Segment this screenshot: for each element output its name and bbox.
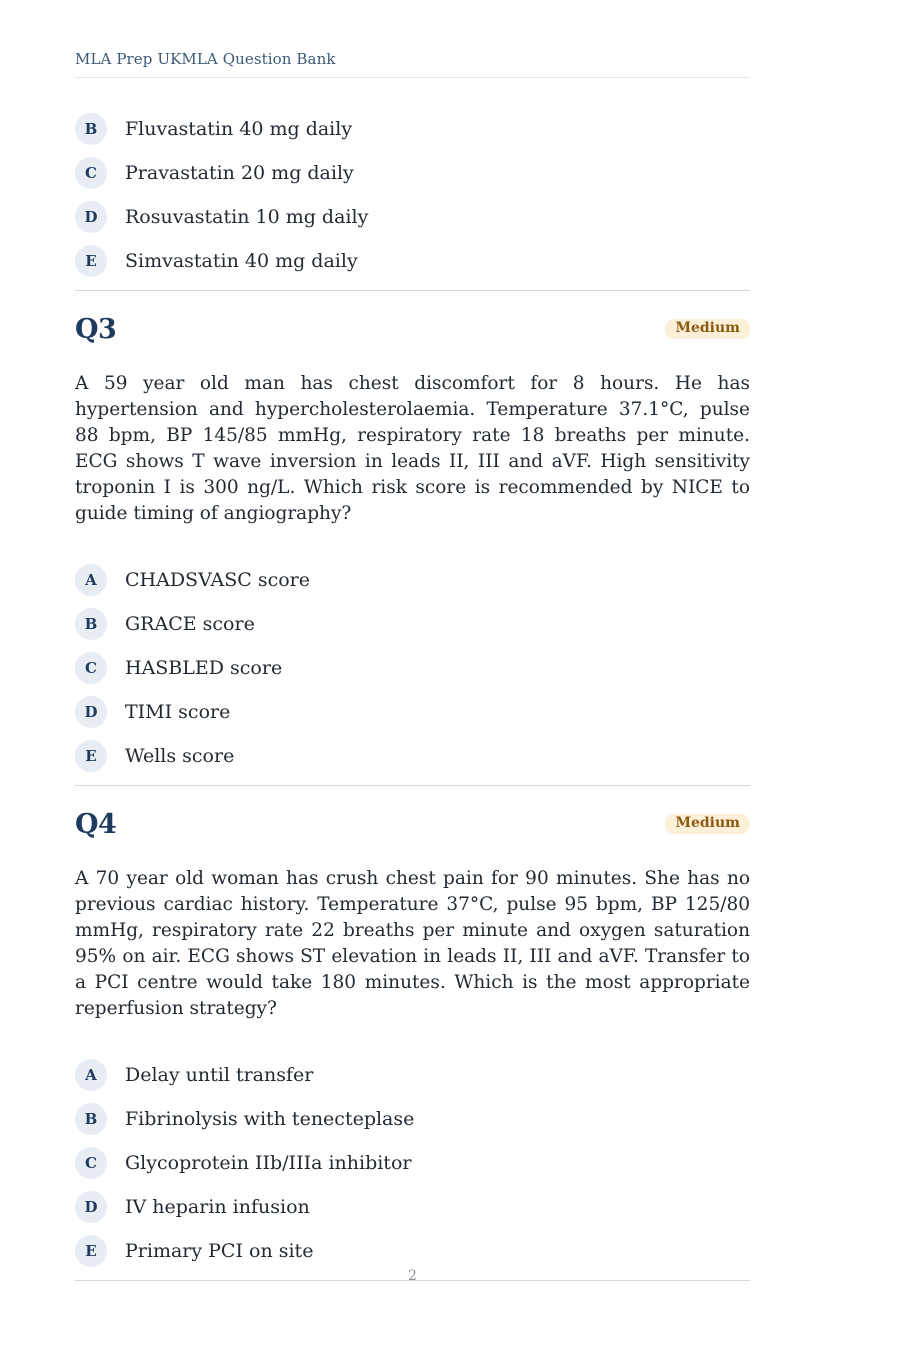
answer-option-a[interactable]: [75, 558, 750, 602]
option-text: Fluvastatin 40 mg daily: [125, 118, 353, 140]
option-text: Primary PCI on site: [125, 1240, 314, 1262]
question-number: Q3: [75, 313, 117, 345]
option-letter: E: [75, 1235, 107, 1267]
difficulty-badge: Medium: [665, 814, 750, 834]
answer-options: [75, 1053, 750, 1273]
question-header: [75, 804, 750, 844]
option-text: Pravastatin 20 mg daily: [125, 162, 354, 184]
question-q4: [75, 804, 750, 1281]
answer-option-b[interactable]: [75, 107, 750, 151]
answer-option-b[interactable]: [75, 602, 750, 646]
option-text: IV heparin infusion: [125, 1196, 310, 1218]
divider: [75, 290, 750, 291]
option-letter: B: [75, 608, 107, 640]
option-text: Wells score: [125, 745, 235, 767]
q2-options: [75, 107, 750, 283]
option-text: GRACE score: [125, 613, 255, 635]
option-letter: E: [75, 245, 107, 277]
answer-option-e[interactable]: [75, 734, 750, 778]
option-letter: D: [75, 1191, 107, 1223]
option-letter: B: [75, 113, 107, 145]
option-text: Rosuvastatin 10 mg daily: [125, 206, 369, 228]
answer-options: [75, 558, 750, 778]
page-content: [75, 107, 750, 1281]
option-text: Simvastatin 40 mg daily: [125, 250, 358, 272]
answer-option-c[interactable]: [75, 646, 750, 690]
answer-option-d[interactable]: [75, 690, 750, 734]
option-text: HASBLED score: [125, 657, 283, 679]
option-letter: B: [75, 1103, 107, 1135]
answer-option-d[interactable]: [75, 1185, 750, 1229]
divider: [75, 785, 750, 786]
page-header: [75, 49, 750, 78]
header-title: MLA Prep UKMLA Question Bank: [75, 50, 336, 68]
question-number: Q4: [75, 808, 117, 840]
answer-option-b[interactable]: [75, 1097, 750, 1141]
option-letter: A: [75, 564, 107, 596]
question-header: [75, 309, 750, 349]
option-letter: A: [75, 1059, 107, 1091]
option-text: Delay until transfer: [125, 1064, 314, 1086]
option-text: CHADSVASC score: [125, 569, 310, 591]
answer-option-a[interactable]: [75, 1053, 750, 1097]
answer-option-e[interactable]: [75, 1229, 750, 1273]
question-stem: A 70 year old woman has crush chest pain for 90 minutes. She has no previous cardiac history. Temperature 37°C, pulse 95 bpm, BP 125/80 mmHg, respiratory rate 22 breaths per minute and oxygen saturation 95% on air. ECG shows ST elevation in leads II, III and aVF. Transfer to a PCI centre would take 180 minutes. Which is the most appropriate reperfusion strategy?: [75, 868, 750, 1019]
answer-option-d[interactable]: [75, 195, 750, 239]
question-stem: A 59 year old man has chest discomfort for 8 hours. He has hypertension and hypercholesterolaemia. Temperature 37.1°C, pulse 88 bpm, BP 145/85 mmHg, respiratory rate 18 breaths per minute. ECG shows T wave inversion in leads II, III and aVF. High sensitivity troponin I is 300 ng/L. Which risk score is recommended by NICE to guide timing of angiography?: [75, 373, 750, 524]
option-letter: C: [75, 652, 107, 684]
question-q3: [75, 309, 750, 786]
option-letter: E: [75, 740, 107, 772]
option-text: TIMI score: [125, 701, 231, 723]
option-text: Glycoprotein IIb/IIIa inhibitor: [125, 1152, 412, 1174]
answer-option-c[interactable]: [75, 1141, 750, 1185]
page-number: 2: [408, 1268, 417, 1284]
option-letter: C: [75, 157, 107, 189]
option-letter: D: [75, 696, 107, 728]
option-letter: D: [75, 201, 107, 233]
answer-option-e[interactable]: [75, 239, 750, 283]
option-text: Fibrinolysis with tenecteplase: [125, 1108, 415, 1130]
option-letter: C: [75, 1147, 107, 1179]
answer-option-c[interactable]: [75, 151, 750, 195]
difficulty-badge: Medium: [665, 319, 750, 339]
